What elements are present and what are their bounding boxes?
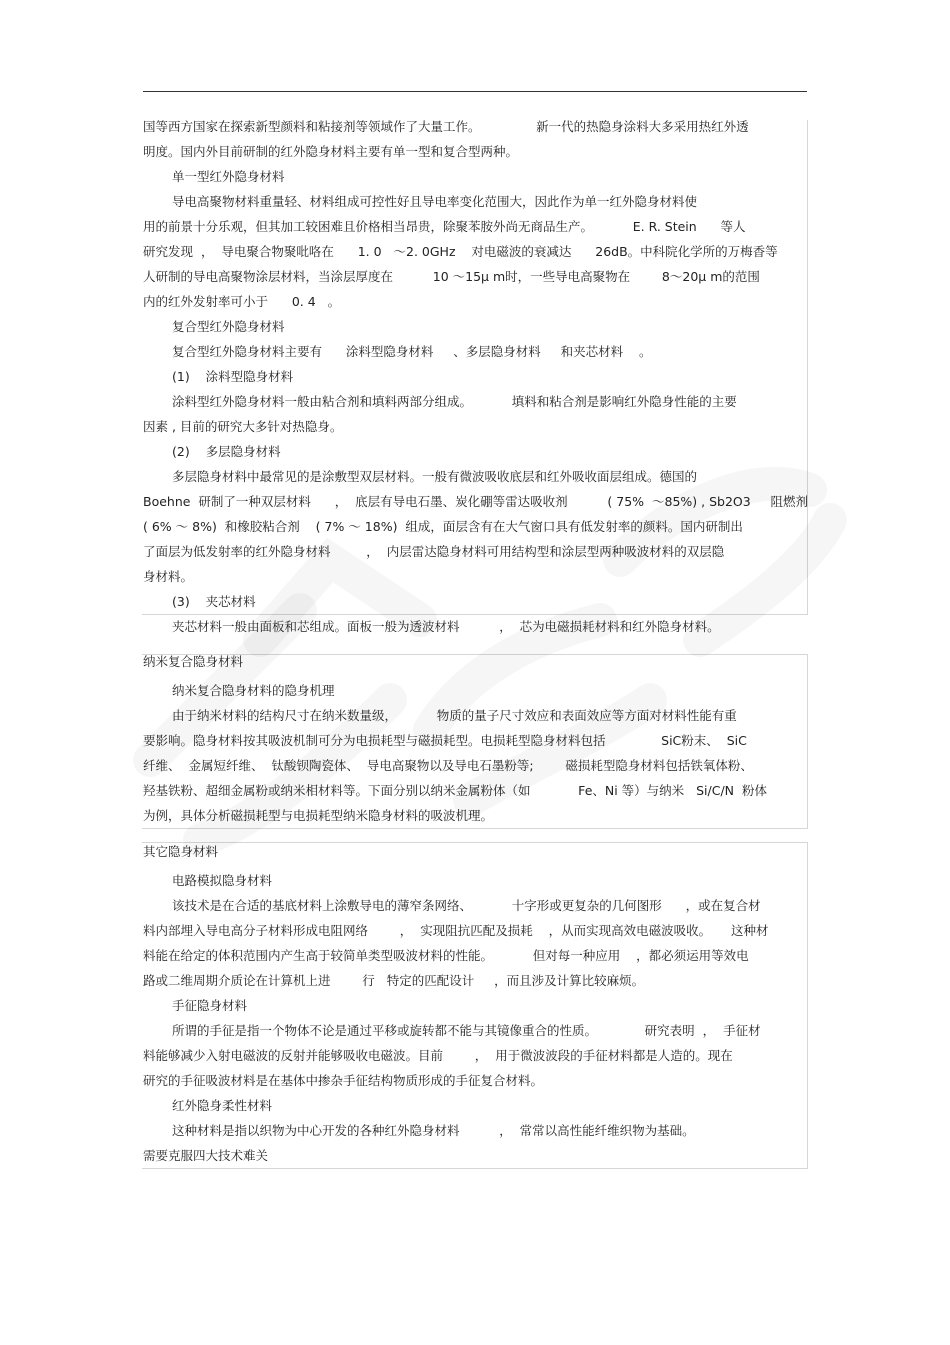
text-line-4: 导电高聚物材料重量轻、材料组成可控性好且导电率变化范围大，因此作为单一红外隐身材料使 [172, 194, 698, 209]
text-line-32: 料内部埋入导电高分子材料形成电阻网络 ， 实现阻抗匹配及损耗 ，从而实现高效电磁波吸收。 这种材 [143, 923, 769, 938]
text-line-13: 因素 , 目前的研究大多针对热隐身。 [143, 419, 343, 434]
heading-sandwich: (3) 夹芯材料 [172, 594, 256, 609]
text-line-7: 人研制的导电高聚物涂层材料，当涂层厚度在 10 ～15μ m时，一些导电高聚物在 8～20μ m的范围 [143, 269, 760, 284]
heading-other-materials: 其它隐身材料 [143, 844, 219, 859]
text-line-38: 研究的手征吸波材料是在基体中掺杂手征结构物质形成的手征复合材料。 [143, 1073, 544, 1088]
text-line-21: 夹芯材料一般由面板和芯组成。面板一般为透波材料 ， 芯为电磁损耗材料和红外隐身材料。 [172, 619, 720, 634]
text-line-8: 内的红外发射率可小于 0. 4 。 [143, 294, 341, 309]
text-line-31: 该技术是在合适的基底材料上涂敷导电的薄窄条网络、 十字形或更复杂的几何图形 ，或在复合材 [172, 898, 761, 913]
text-line-26: 纤维、 金属短纤维、 钛酸钡陶瓷体、 导电高聚物以及导电石墨粉等; 磁损耗型隐身材料包括铁氧体粉、 [143, 758, 753, 773]
heading-nano-composite: 纳米复合隐身材料 [143, 654, 244, 669]
heading-single-type: 单一型红外隐身材料 [172, 169, 285, 184]
text-line-41: 需要克服四大技术难关 [143, 1148, 269, 1163]
text-line-27: 羟基铁粉、超细金属粉或纳米相材料等。下面分别以纳米金属粉体（如 Fe、Ni 等）与纳米 Si/C/N 粉体 [143, 783, 767, 798]
heading-circuit-analog: 电路模拟隐身材料 [172, 873, 273, 888]
heading-nano-mechanism: 纳米复合隐身材料的隐身机理 [172, 683, 335, 698]
text-line-12: 涂料型红外隐身材料一般由粘合剂和填料两部分组成。 填料和粘合剂是影响红外隐身性能的主要 [172, 394, 737, 409]
text-line-17: ( 6% ～ 8%) 和橡胶粘合剂 ( 7% ～ 18%) 组成，面层含有在大气窗口具有低发射率的颜料。国内研制出 [143, 519, 743, 534]
text-line-15: 多层隐身材料中最常见的是涂敷型双层材料。一般有微波吸收底层和红外吸收面层组成。德国的 [172, 469, 698, 484]
header-rule [143, 91, 807, 92]
heading-flexible: 红外隐身柔性材料 [172, 1098, 273, 1113]
text-line-28: 为例，具体分析磁损耗型与电损耗型纳米隐身材料的吸波机理。 [143, 808, 494, 823]
text-line-40: 这种材料是指以织物为中心开发的各种红外隐身材料 ， 常常以高性能纤维织物为基础。 [172, 1123, 695, 1138]
text-line-6: 研究发现 ， 导电聚合物聚吡咯在 1. 0 ～2. 0GHz 对电磁波的衰减达 26dB。中科院化学所的万梅香等 [143, 244, 778, 259]
text-line-33: 料能在给定的体积范围内产生高于较简单类型吸波材料的性能。 但对每一种应用 ，都必须运用等效电 [143, 948, 749, 963]
text-line-18: 了面层为低发射率的红外隐身材料 ， 内层雷达隐身材料可用结构型和涂层型两种吸波材料的双层隐 [143, 544, 725, 559]
text-line-37: 料能够减少入射电磁波的反射并能够吸收电磁波。目前 ， 用于微波波段的手征材料都是人造的。现在 [143, 1048, 733, 1063]
text-line-36: 所谓的手征是指一个物体不论是通过平移或旋转都不能与其镜像重合的性质。 研究表明 ， 手征材 [172, 1023, 761, 1038]
text-line-5: 用的前景十分乐观，但其加工较困难且价格相当昂贵，除聚苯胺外尚无商品生产。 E. R. Stein 等人 [143, 219, 746, 234]
text-line-10: 复合型红外隐身材料主要有 涂料型隐身材料 、多层隐身材料 和夹芯材料 。 [172, 344, 652, 359]
text-line-34: 路或二维周期介质论在计算机上进 行 特定的匹配设计 ，而且涉及计算比较麻烦。 [143, 973, 645, 988]
heading-multilayer: (2) 多层隐身材料 [172, 444, 281, 459]
heading-coating-type: (1) 涂料型隐身材料 [172, 369, 294, 384]
heading-chiral: 手征隐身材料 [172, 998, 248, 1013]
text-line-25: 要影响。隐身材料按其吸波机制可分为电损耗型与磁损耗型。电损耗型隐身材料包括 SiC粉末、 SiC [143, 733, 747, 748]
text-line-19: 身材料。 [143, 569, 194, 584]
heading-composite-type: 复合型红外隐身材料 [172, 319, 285, 334]
text-line-1: 国等西方国家在探索新型颜料和粘接剂等领域作了大量工作。 新一代的热隐身涂料大多采用热红外透 [143, 119, 749, 134]
text-line-16: Boehne 研制了一种双层材料 ， 底层有导电石墨、炭化硼等雷达吸收剂 ( 75% ～85%) , Sb2O3 阻燃剂 [143, 494, 809, 509]
text-line-24: 由于纳米材料的结构尺寸在纳米数量级， 物质的量子尺寸效应和表面效应等方面对材料性能有重 [172, 708, 737, 723]
text-line-2: 明度。国内外目前研制的红外隐身材料主要有单一型和复合型两种。 [143, 144, 519, 159]
